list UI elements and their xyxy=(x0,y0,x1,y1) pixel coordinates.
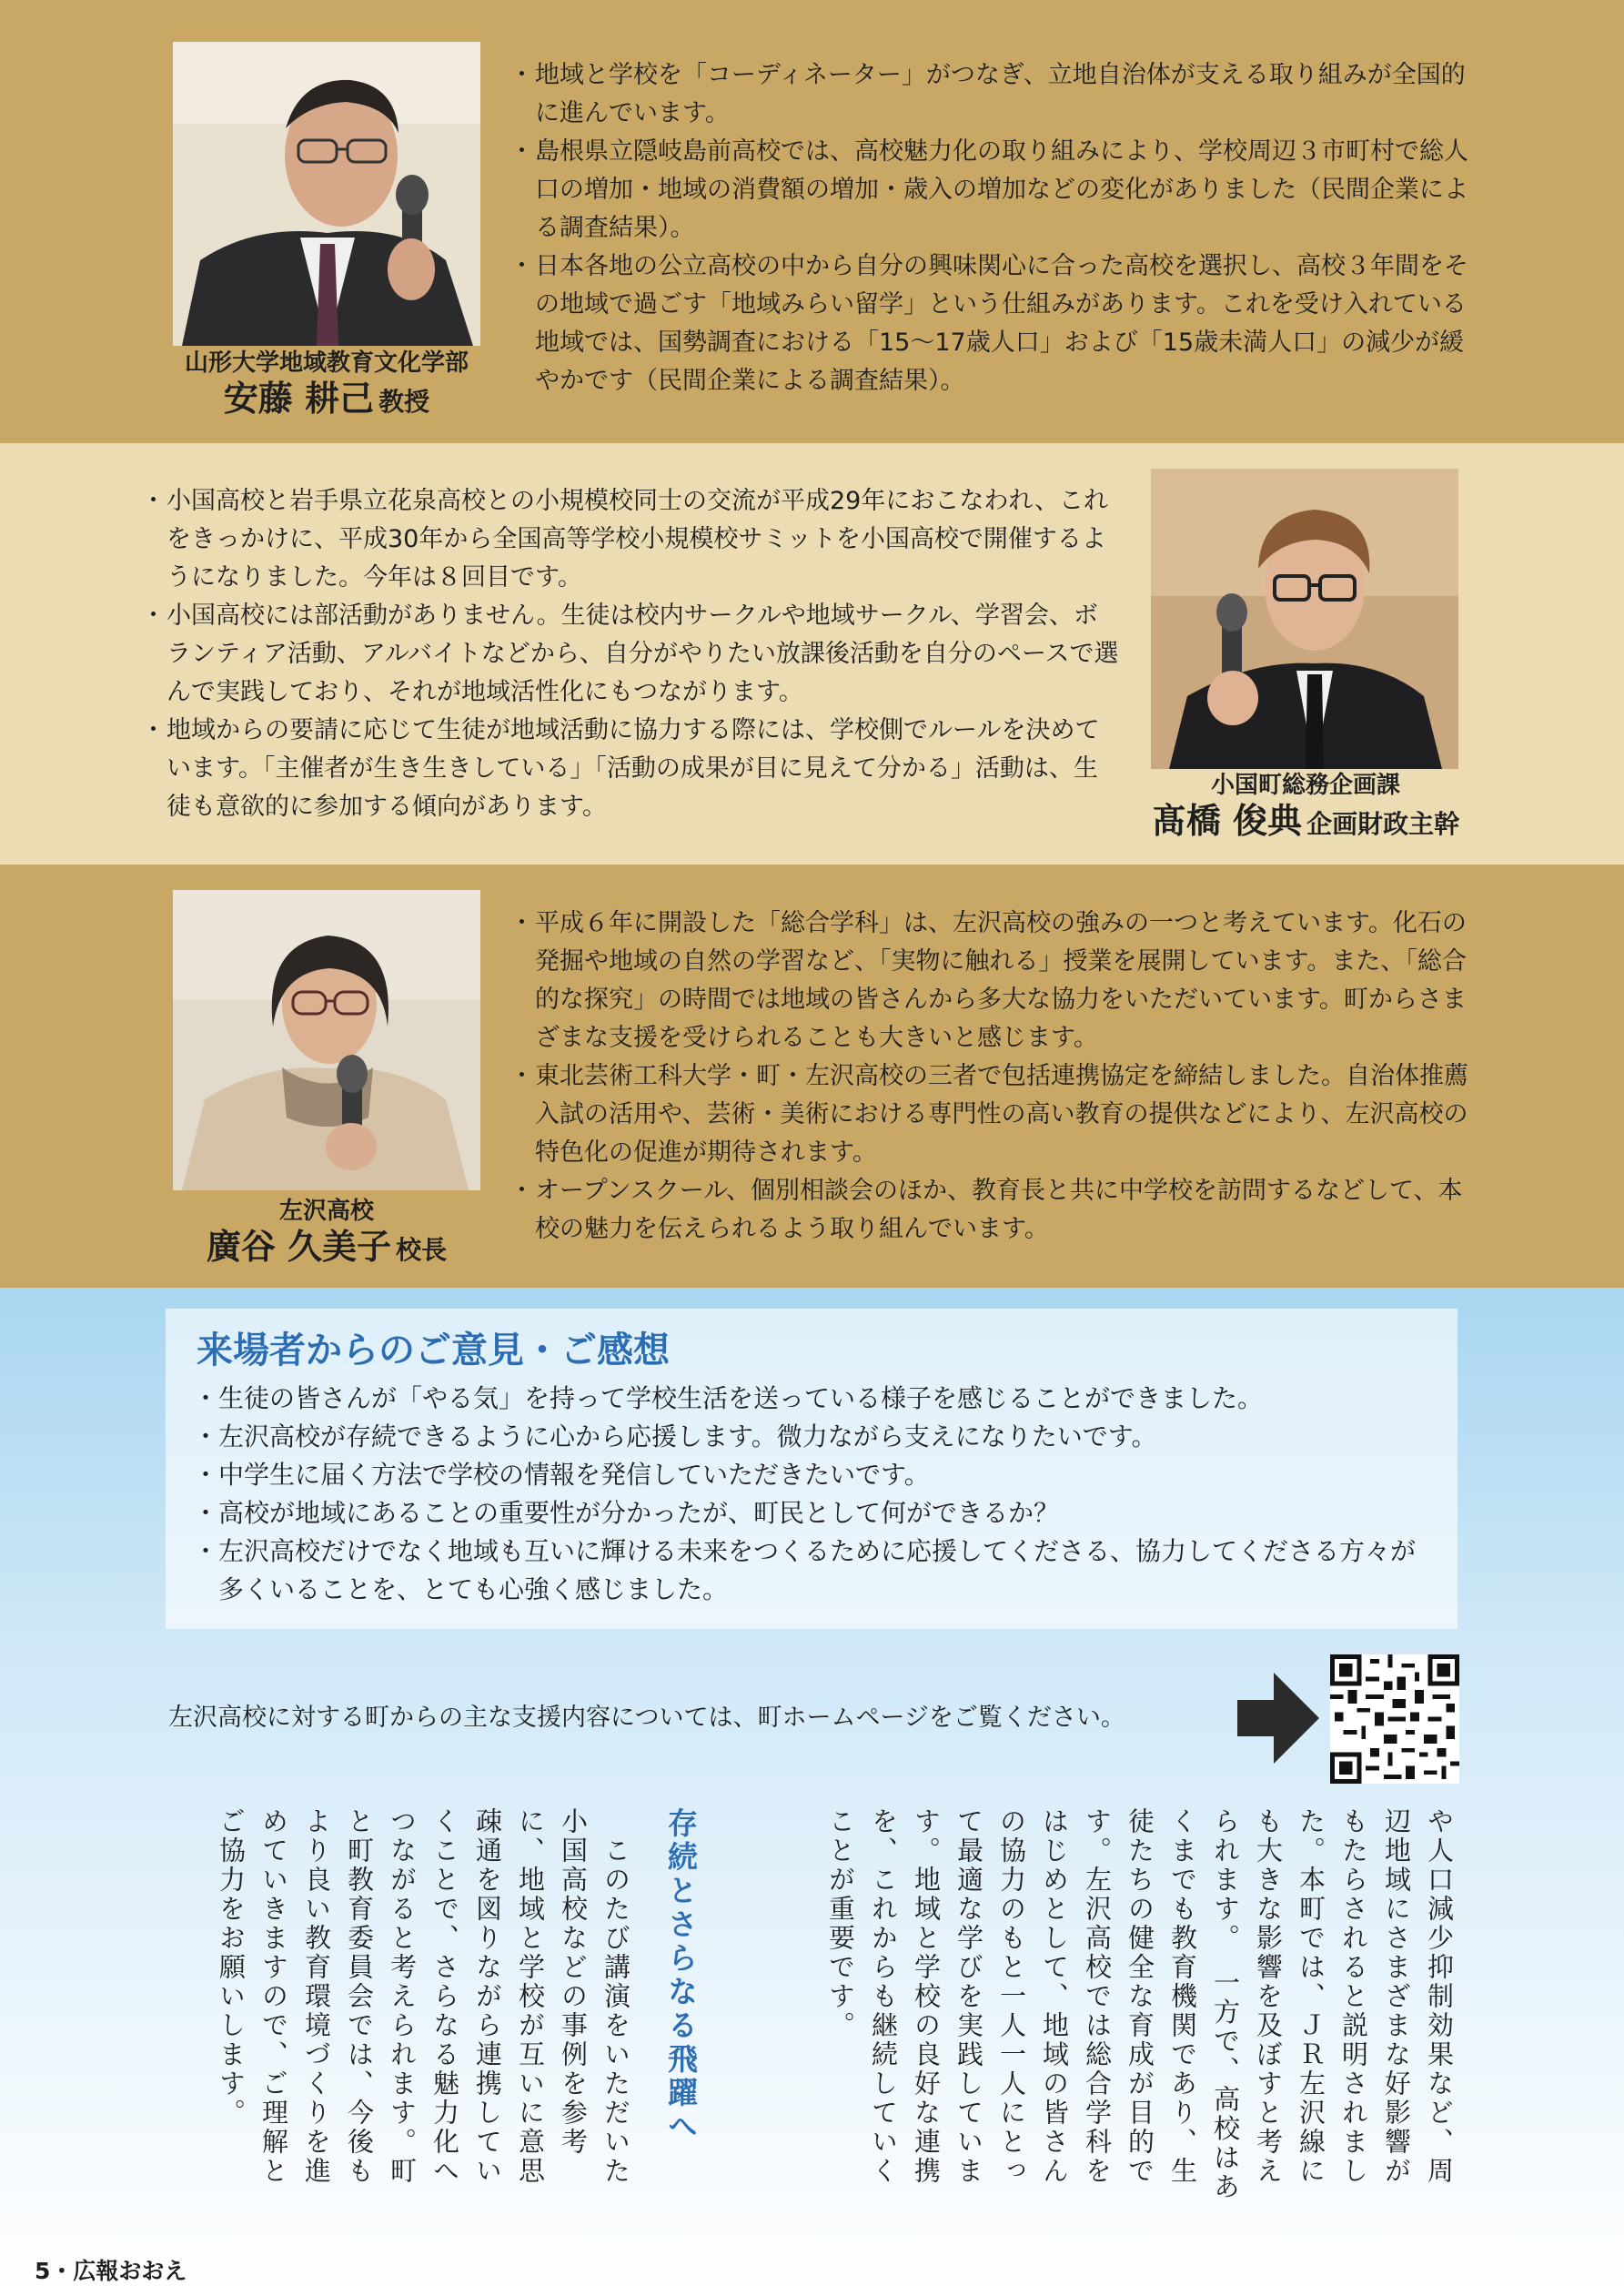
speaker3-org: 左沢高校 xyxy=(278,1198,374,1225)
speaker1-title: 教授 xyxy=(378,387,430,418)
list-item: ・ オープンスクール、個別相談会のほか、教育長と共に中学校を訪問するなどして、本校の魅力を伝えられるよう取り組んでいます。 xyxy=(509,1172,1483,1249)
speaker3-title: 校長 xyxy=(396,1235,448,1266)
speaker1-caption xyxy=(153,349,500,421)
list-item: ・ 島根県立隠岐島前高校では、高校魅力化の取り組みにより、学校周辺３市町村で総人口の増加・地域の消費額の増加・歳入の増加などの変化がありました（民間企業による調査結果）。 xyxy=(509,133,1474,248)
speaker2-title: 企画財政主幹 xyxy=(1306,809,1460,840)
list-item: ・ 地域からの要請に応じて生徒が地域活動に協力する際には、学校側でルールを決めています。「主催者が生き生きしている」「活動の成果が目に見えて分かる」活動は、生徒も意欲的に参加する傾向があります。 xyxy=(141,712,1119,826)
arrow-right-icon xyxy=(1237,1673,1319,1764)
list-item: ・ 東北芸術工科大学・町・左沢高校の三者で包括連携協定を締結しました。自治体推薦入試の活用や、芸術・美術における専門性の高い教育の提供などにより、左沢高校の特色化の促進が期待されます。 xyxy=(509,1057,1483,1172)
list-item: ・ 平成６年に開設した「総合学科」は、左沢高校の強みの一つと考えています。化石の発掘や地域の自然の学習など、「実物に触れる」授業を展開しています。また、「総合的な探究」の時間では地域の皆さんから多大な協力をいただいています。町からさまざまな支援を受けられることも大きいと感じます。 xyxy=(509,905,1483,1057)
list-item: ・ 生徒の皆さんが「やる気」を持って学校生活を送っている様子を感じることができました。 xyxy=(193,1380,1421,1418)
speaker2-bullets xyxy=(141,482,1119,826)
list-item: ・ 左沢高校だけでなく地域も互いに輝ける未来をつくるために応援してくださる、協力してくださる方々が多くいることを、とても心強く感じました。 xyxy=(193,1532,1421,1609)
speaker1-bullets xyxy=(509,56,1474,400)
list-item: ・ 高校が地域にあることの重要性が分かったが、町民として何ができるか？ xyxy=(193,1494,1421,1532)
speaker3-bullets xyxy=(509,905,1483,1249)
speaker1-photo xyxy=(173,42,480,346)
list-item: ・ 地域と学校を「コーディネーター」がつなぎ、立地自治体が支える取り組みが全国的に進んでいます。 xyxy=(509,56,1474,133)
speaker2-photo xyxy=(1151,469,1458,769)
opinions-title: 来場者からのご意見・ご感想 xyxy=(197,1330,670,1371)
article-heading: 存続とさらなる飛躍へ xyxy=(663,1807,699,2144)
article-column-right: や人口減少抑制効果など、周辺地域にさまざまな好影響がもたらされると説明されました。本町では、ＪＲ左沢線にも大きな影響を及ぼすと考えられます。 一方で、高校はあくまでも教育機関であり、生徒たちの健全な育成が目的です。左沢高校では総合学科をはじめとして、地域の皆さんの協力のもと一人一人にとって最適な学びを実践しています。地域と学校の良好な連携を、これからも継続していくことが重要です。 xyxy=(825,1807,1455,2202)
list-item: ・ 小国高校と岩手県立花泉高校との小規模校同士の交流が平成29年におこなわれ、これをきっかけに、平成30年から全国高等学校小規模校サミットを小国高校で開催するようになりました。今年は８回目です。 xyxy=(141,482,1119,597)
speaker1-org: 山形大学地域教育文化学部 xyxy=(184,349,469,377)
list-item: ・ 左沢高校が存続できるように心から応援します。微力ながら支えになりたいです。 xyxy=(193,1418,1421,1456)
speaker2-caption xyxy=(1105,772,1506,844)
list-item: ・ 小国高校には部活動がありません。生徒は校内サークルや地域サークル、学習会、ボランティア活動、アルバイトなどから、自分がやりたい放課後活動を自分のペースで選んで実践しており、それが地域活性化にもつながります。 xyxy=(141,597,1119,712)
speaker2-name: 髙橋 俊典 xyxy=(1151,801,1303,842)
speaker1-name: 安藤 耕己 xyxy=(223,379,375,420)
list-item: ・ 日本各地の公立高校の中から自分の興味関心に合った高校を選択し、高校３年間をその地域で過ごす「地域みらい留学」という仕組みがあります。これを受け入れている地域では、国勢調査における「15～17歳人口」および「15歳未満人口」の減少が緩やかです（民間企業による調査結果）。 xyxy=(509,248,1474,400)
article-column-left: このたび講演をいただいた小国高校などの事例を参考に、地域と学校が互いに意思疎通を図りながら連携していくことで、さらなる魅力化へつながると考えられます。町と町教育委員会では、今後もより良い教育環境づくりを進めていきますので、ご理解とご協力をお願いします。 xyxy=(216,1807,631,2186)
opinions-box xyxy=(166,1309,1458,1629)
speaker3-name: 廣谷 久美子 xyxy=(206,1227,392,1268)
qr-code[interactable] xyxy=(1330,1654,1459,1784)
speaker2-org: 小国町総務企画課 xyxy=(1210,772,1400,799)
speaker3-caption xyxy=(153,1198,500,1269)
page-footer: 5・広報おおえ xyxy=(35,2258,187,2284)
speaker3-photo xyxy=(173,890,480,1190)
support-text: 左沢高校に対する町からの主な支援内容については、町ホームページをご覧ください。 xyxy=(168,1704,1125,1732)
opinions-list xyxy=(193,1380,1421,1609)
list-item: ・ 中学生に届く方法で学校の情報を発信していただきたいです。 xyxy=(193,1456,1421,1494)
